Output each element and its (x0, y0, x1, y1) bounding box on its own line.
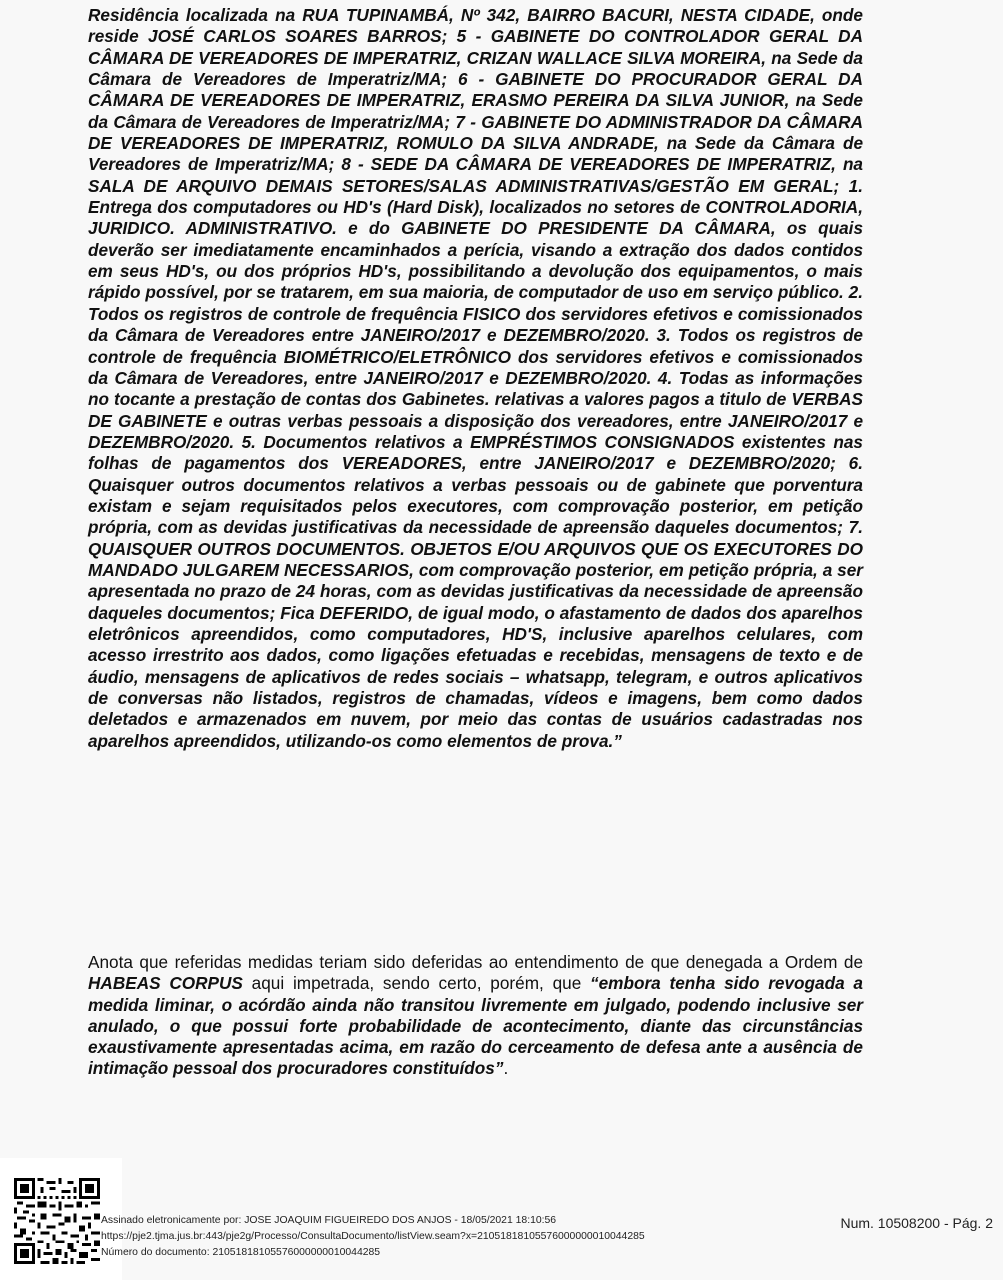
signed-by-line: Assinado eletronicamente por: JOSE JOAQUIM FIGUEIREDO DOS ANJOS - 18/05/2021 18:10:56 (101, 1215, 557, 1226)
document-url[interactable]: https://pje2.tjma.jus.br:443/pje2g/Processo/ConsultaDocumento/listView.seam?x=21051818105576000000010044285 (101, 1231, 645, 1242)
quoted-decision-text: Residência localizada na RUA TUPINAMBÁ, Nº 342, BAIRRO BACURI, NESTA CIDADE, onde reside JOSÉ CARLOS SOARES BARROS; 5 - GABINETE DO CONTROLADOR GERAL DA CÂMARA DE VEREADORES DE IMPERATRIZ, CRIZAN WALLACE SILVA MOREIRA, na Sede da Câmara de Vereadores de Imperatriz/MA; 6 - GABINETE DO PROCURADOR GERAL DA CÂMARA DE VEREADORES DE IMPERATRIZ, ERASMO PEREIRA DA SILVA JUNIOR, na Sede da Câmara de Vereadores de Imperatriz/MA; 7 - GABINETE DO ADMINISTRADOR DA CÂMARA DE VEREADORES DE IMPERATRIZ, ROMULO DA SILVA ANDRADE, na Sede da Câmara de Vereadores de Imperatriz/MA; 8 - SEDE DA CÂMARA DE VEREADORES DE IMPERATRIZ, na SALA DE ARQUIVO DEMAIS SETORES/SALAS ADMINISTRATIVAS/GESTÃO EM GERAL; 1. Entrega dos computadores ou HD's (Hard Disk), localizados no setores de CONTROLADORIA, JURIDICO. ADMINISTRATIVO. e do GABINETE DO PRESIDENTE DA CÂMARA, os quais deverão ser imediatamente encaminhados a perícia, visando a extração dos dados contidos em seus HD's, ou dos próprios HD's, possibilitando a devolução dos equipamentos, o mais rápido possível, por se tratarem, em sua maioria, de computador de uso em serviço público. 2. Todos os registros de controle de frequência FISICO dos servidores efetivos e comissionados da Câmara de Vereadores entre JANEIRO/2017 e DEZEMBRO/2020. 3. Todos os registros de controle de frequência BIOMÉTRICO/ELETRÔNICO dos servidores efetivos e comissionados da Câmara de Vereadores, entre JANEIRO/2017 e DEZEMBRO/2020. 4. Todas as informações no tocante a prestação de contas dos Gabinetes. relativas a valores pagos a titulo de VERBAS DE GABINETE e outras verbas pessoais a disposição dos vereadores, entre JANEIRO/2017 e DEZEMBRO/2020. 5. Documentos relativos a EMPRÉSTIMOS CONSIGNADOS existentes nas folhas de pagamentos dos VEREADORES, entre JANEIRO/2017 e DEZEMBRO/2020; 6. Quaisquer outros documentos relativos a verbas pessoais ou de gabinete que porventura existam e sejam requisitados pelos executores, com comprovação posterior, em petição própria, com as devidas justificativas da necessidade de apreensão daqueles documentos; 7. QUAISQUER OUTROS DOCUMENTOS. OBJETOS E/OU ARQUIVOS QUE OS EXECUTORES DO MANDADO JULGAREM NECESSARIOS, com comprovação posterior, em petição própria, a ser apresentada no prazo de 24 horas, com as devidas justificativas da necessidade de apreensão daqueles documentos; Fica DEFERIDO, de igual modo, o afastamento de dados dos aparelhos eletrônicos apreendidos, como computadores, HD'S, inclusive aparelhos celulares, com acesso irrestrito aos dados, como ligações efetuadas e recebidas, mensagens de texto e de áudio, mensagens de aplicativos de redes sociais – whatsapp, telegram, e outros aplicativos de conversas não listados, registros de chamadas, vídeos e imagens, bem como dados deletados e armazenados em nuvem, por meio das contas de usuários cadastradas nos aparelhos apreendidos, utilizando-os como elementos de prova.” (88, 5, 863, 751)
page-number: Num. 10508200 - Pág. 2 (840, 1215, 993, 1231)
habeas-corpus-term: HABEAS CORPUS (88, 973, 243, 994)
document-number: Número do documento: 21051818105576000000010044285 (101, 1247, 381, 1258)
electronic-signature (101, 1213, 645, 1261)
qr-code-icon (14, 1178, 100, 1264)
paragraph (88, 952, 863, 1080)
paragraph-text: . (503, 1058, 509, 1079)
paragraph-text: aqui impetrada, sendo certo, porém, que (242, 973, 591, 994)
paragraph-text: Anota que referidas medidas teriam sido deferidas ao entendimento de que denegada a Ordem de (88, 952, 863, 972)
quoted-argument: “embora tenha sido revogada a medida liminar, o acórdão ainda não transitou livremente em julgado, podendo inclusive ser anulado, o que possui forte probabilidade de acontecimento, diante das circunstâncias exaustivamente apresentadas acima, em razão do cerceamento de defesa ante a ausência de intimação pessoal dos procuradores constituídos” (88, 973, 863, 1079)
